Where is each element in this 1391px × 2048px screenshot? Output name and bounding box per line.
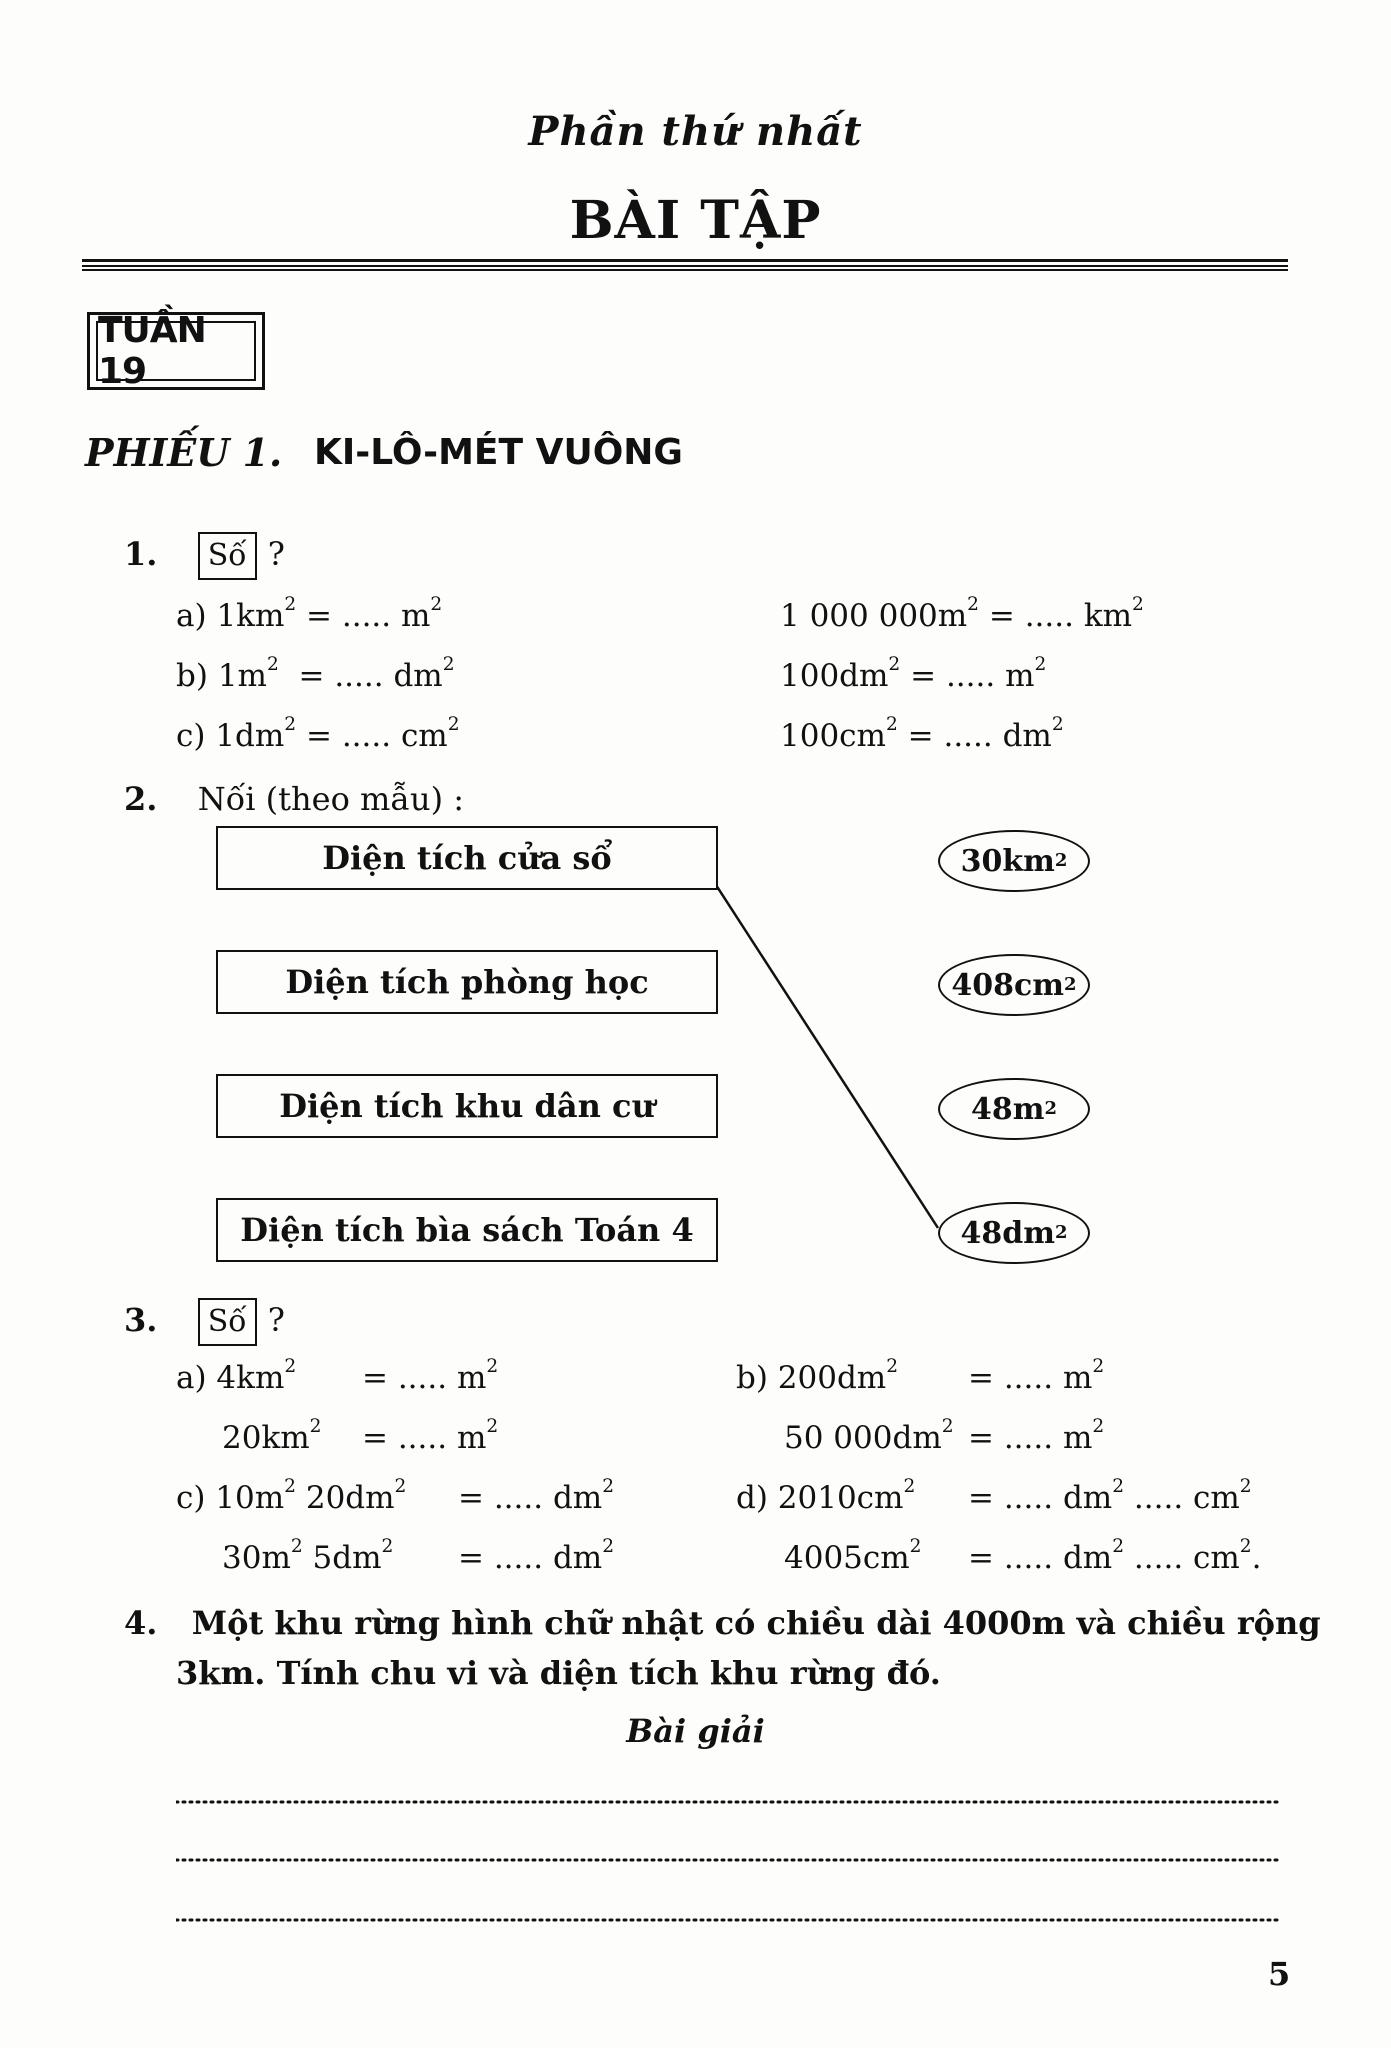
- part-title: Phần thứ nhất: [528, 108, 863, 155]
- question-3-header: [124, 1298, 285, 1346]
- question-4-line-1: [124, 1604, 1321, 1642]
- q3-row-a2-eq: = ..... $m^2$: [362, 1416, 499, 1456]
- match-right-item[interactable]: 408cm 2: [938, 954, 1090, 1016]
- q1-row-a-left: a) $1km^2$ = ..... $m^2$: [176, 594, 443, 634]
- match-left-item[interactable]: Diện tích bìa sách Toán 4: [216, 1198, 718, 1262]
- sheet-title: KI-LÔ-MÉT VUÔNG: [314, 432, 683, 473]
- answer-line[interactable]: [176, 1918, 1280, 1922]
- week-label: TUẦN 19: [96, 321, 256, 381]
- q3-row-a-label: a) $4km^2$: [176, 1356, 297, 1396]
- q3-row-b2-label: 50 $000dm^2$: [784, 1416, 954, 1456]
- answer-line[interactable]: [176, 1858, 1280, 1862]
- q1-row-c-right: $100cm^2$ = ..... $dm^2$: [780, 714, 1064, 754]
- q3-row-a2-label: $20km^2$: [222, 1416, 322, 1456]
- q1-row-a-right: 1 000 $000m^2$ = ..... $km^2$: [780, 594, 1144, 634]
- q3-row-d2-eq: = ..... $dm^2$ ..... $cm^2$.: [968, 1536, 1262, 1576]
- q3-row-a-eq: = ..... $m^2$: [362, 1356, 499, 1396]
- question-number: 1.: [124, 535, 158, 573]
- match-left-item[interactable]: Diện tích phòng học: [216, 950, 718, 1014]
- match-right-item[interactable]: 48m 2: [938, 1078, 1090, 1140]
- answer-line[interactable]: [176, 1800, 1280, 1804]
- solution-label: Bài giải: [626, 1712, 765, 1750]
- q3-row-c-label: c) $10m^2$ $20dm^2$: [176, 1476, 407, 1516]
- q3-row-b-eq: = ..... $m^2$: [968, 1356, 1105, 1396]
- question-number: 3.: [124, 1301, 158, 1339]
- match-right-item[interactable]: 48dm 2: [938, 1202, 1090, 1264]
- question-number: 4.: [124, 1604, 158, 1642]
- match-left-item[interactable]: Diện tích khu dân cư: [216, 1074, 718, 1138]
- match-right-item[interactable]: 30km 2: [938, 830, 1090, 892]
- q1-row-b-left: b) $1m^2$ = ..... $dm^2$: [176, 654, 455, 694]
- q1-row-c-left: c) $1dm^2$ = ..... $cm^2$: [176, 714, 460, 754]
- sheet-label: PHIẾU 1.: [85, 430, 283, 475]
- question-4-text: Một khu rừng hình chữ nhật có chiều dài 4000m và chiều rộng: [191, 1604, 1321, 1642]
- q3-row-c2-eq: = ..... $dm^2$: [458, 1536, 615, 1576]
- q3-row-c2-label: $30m^2$ $5dm^2$: [222, 1536, 394, 1576]
- page-number: 5: [1268, 1955, 1291, 1993]
- q3-row-b2-eq: = ..... $m^2$: [968, 1416, 1105, 1456]
- question-4-line-2: 3km. Tính chu vi và diện tích khu rừng đó.: [176, 1654, 941, 1692]
- q3-row-c-eq: = ..... $dm^2$: [458, 1476, 615, 1516]
- q1-row-b-right: $100dm^2$ = ..... $m^2$: [780, 654, 1047, 694]
- q3-row-d-label: d) $2010cm^2$: [736, 1476, 916, 1516]
- main-title: BÀI TẬP: [569, 190, 822, 251]
- boxed-word: Số: [198, 1298, 257, 1346]
- boxed-word: Số: [198, 532, 257, 580]
- question-mark: ?: [267, 1301, 285, 1339]
- q3-row-d2-label: $4005cm^2$: [784, 1536, 922, 1576]
- question-number: 2.: [124, 780, 158, 818]
- question-mark: ?: [267, 535, 285, 573]
- q3-row-b-label: b) $200dm^2$: [736, 1356, 899, 1396]
- match-left-item[interactable]: Diện tích cửa sổ: [216, 826, 718, 890]
- q3-row-d-eq: = ..... $dm^2$ ..... $cm^2$: [968, 1476, 1252, 1516]
- question-2-instruction: Nối (theo mẫu) :: [197, 780, 464, 818]
